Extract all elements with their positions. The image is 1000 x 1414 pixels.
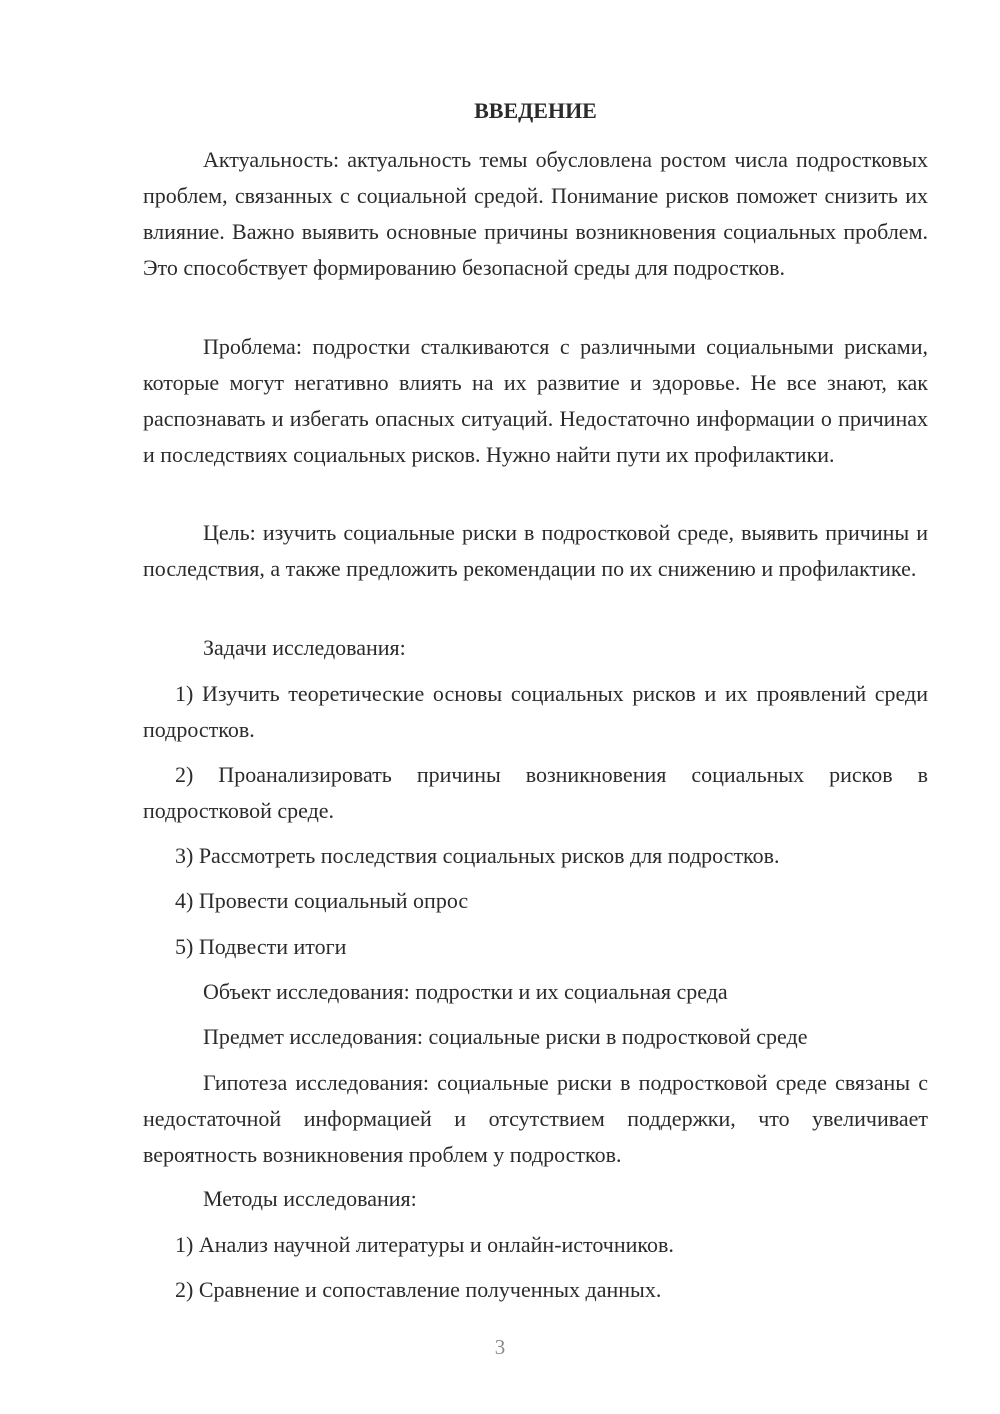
page-title: ВВЕДЕНИЕ [474,98,597,123]
research-subject: Предмет исследования: социальные риски в подростковой среде [203,1024,808,1049]
goal-paragraph: Цель: изучить социальные риски в подростковой среде, выявить причины и последствия, а также предложить рекомендации по их снижению и профилактике. [143,520,928,581]
task-item-5: 5) Подвести итоги [175,934,347,959]
problem-paragraph: Проблема: подростки сталкиваются с различными социальными рисками, которые могут негативно влиять на их развитие и здоровье. Не все знают, как распознавать и избегать опасных ситуаций. Недостаточно информации о причинах и последствиях социальных рисков. Нужно найти пути их профилактики. [143,334,928,467]
hypothesis-paragraph: Гипотеза исследования: социальные риски в подростковой среде связаны с недостаточной информацией и отсутствием поддержки, что увеличивает вероятность возникновения проблем у подростков. [143,1070,928,1167]
task-item-2: 2) Проанализировать причины возникновения социальных рисков в подростковой среде. [143,762,928,823]
task-item-1: 1) Изучить теоретические основы социальных рисков и их проявлений среди подростков. [143,681,928,742]
relevance-paragraph: Актуальность: актуальность темы обусловлена ростом числа подростковых проблем, связанных с социальной средой. Понимание рисков поможет снизить их влияние. Важно выявить основные причины возникновения социальных проблем. Это способствует формированию безопасной среды для подростков. [143,147,928,280]
methods-heading: Методы исследования: [203,1186,417,1211]
method-item-2: 2) Сравнение и сопоставление полученных данных. [175,1277,662,1302]
research-object: Объект исследования: подростки и их социальная среда [203,979,728,1004]
task-item-4: 4) Провести социальный опрос [175,888,469,913]
task-item-3: 3) Рассмотреть последствия социальных рисков для подростков. [175,843,780,868]
page-number: 3 [494,1335,506,1359]
tasks-heading: Задачи исследования: [203,635,406,660]
method-item-1: 1) Анализ научной литературы и онлайн-источников. [175,1232,674,1257]
